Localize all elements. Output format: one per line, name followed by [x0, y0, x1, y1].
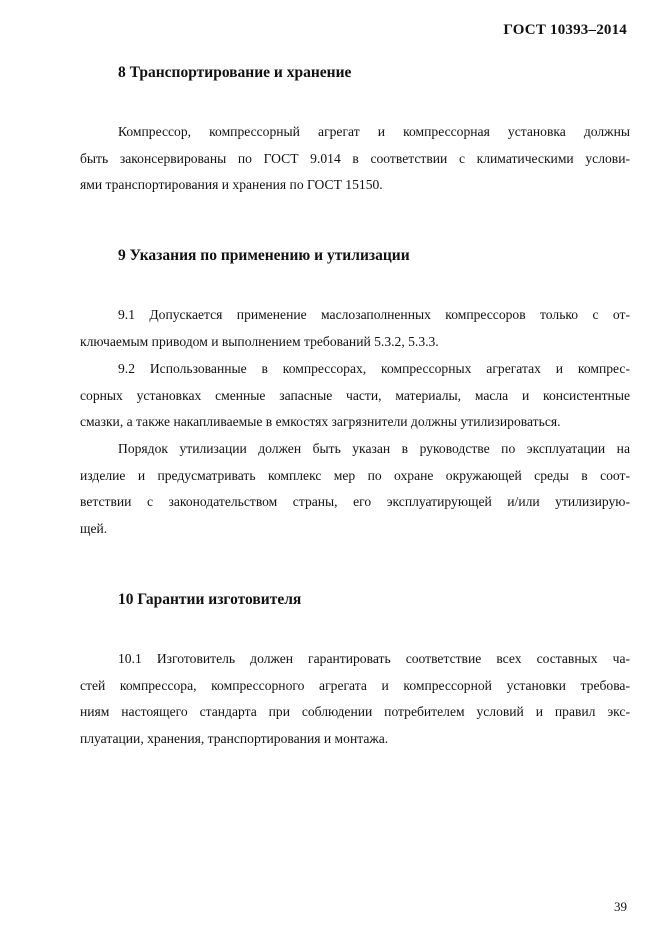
text-line: 9.2 Использованные в компрессорах, компрессорных агрегатах и компрес-	[118, 361, 630, 376]
section-9-paragraph-2	[80, 356, 630, 436]
section-9-paragraph-1	[80, 302, 630, 355]
text-line: быть законсервированы по ГОСТ 9.014 в соответствии с климатическими услови-	[80, 150, 630, 166]
page-number: 39	[614, 899, 627, 914]
section-9-heading: 9 Указания по применению и утилизации	[118, 247, 410, 264]
section-8-paragraph-1	[80, 119, 630, 199]
text-line: Порядок утилизации должен быть указан в руководстве по эксплуатации на	[118, 441, 630, 456]
section-10-heading: 10 Гарантии изготовителя	[118, 591, 302, 608]
text-line: ключаемым приводом и выполнением требований 5.3.2, 5.3.3.	[80, 333, 439, 349]
text-line: ветствии с законодательством страны, его эксплуатирующей и/или утилизирую-	[80, 494, 630, 510]
text-line: щей.	[80, 521, 108, 537]
text-line: 9.1 Допускается применение маслозаполненных компрессоров только с от-	[118, 307, 630, 322]
section-9-paragraph-3	[80, 436, 630, 543]
text-line: смазки, а также накапливаемые в емкостях загрязнители должны утилизироваться.	[80, 414, 561, 430]
document-code-header: ГОСТ 10393–2014	[503, 22, 627, 38]
text-line: сорных установках сменные запасные части, материалы, масла и консистентные	[80, 387, 630, 403]
section-8-heading: 8 Транспортирование и хранение	[118, 64, 352, 81]
text-line: плуатации, хранения, транспортирования и монтажа.	[80, 731, 389, 747]
text-line: ниям настоящего стандарта при соблюдении потребителем условий и правил экс-	[80, 704, 630, 720]
text-line: 10.1 Изготовитель должен гарантировать соответствие всех составных ча-	[118, 651, 630, 666]
text-line: ями транспортирования и хранения по ГОСТ 15150.	[80, 177, 383, 193]
text-line: изделие и предусматривать комплекс мер по охране окружающей среды в соот-	[80, 467, 630, 483]
text-line: стей компрессора, компрессорного агрегата и компрессорной установки требова-	[80, 677, 630, 693]
section-10-paragraph-1	[80, 646, 630, 753]
text-line: Компрессор, компрессорный агрегат и компрессорная установка должны	[118, 124, 630, 139]
